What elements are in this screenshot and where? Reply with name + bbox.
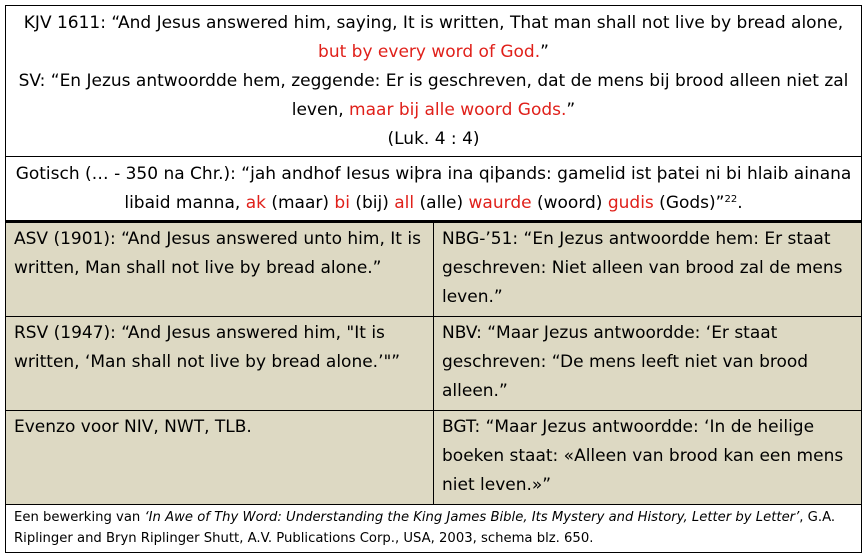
nbv-cell: NBV: “Maar Jezus antwoordde: ‘Er staat geschreven: “De mens leeft niet van brood alleen.” (434, 317, 862, 411)
nbg-cell: NBG-’51: “En Jezus antwoordde hem: Er staat geschreven: Niet alleen van brood zal de mens leven.” (434, 222, 862, 317)
gothic-word-waurde: waurde (468, 193, 532, 213)
bgt-cell: BGT: “Maar Jezus antwoordde: ‘In de heilige boeken staat: «Alleen van brood kan een mens niet leven.»” (434, 411, 862, 505)
gothic-word-all: all (394, 193, 415, 213)
kjv-close: ” (540, 42, 549, 62)
kjv-highlight: but by every word of God. (318, 42, 541, 62)
source-prefix: Een bewerking van (14, 510, 145, 525)
sv-quote (14, 67, 853, 125)
kjv-sv-cell (6, 6, 862, 157)
gothic-gloss: (alle) (414, 193, 469, 213)
source-title: ‘In Awe of Thy Word: Understanding the King James Bible, Its Mystery and History, Letter by Letter’ (144, 510, 800, 525)
table-row (6, 222, 862, 317)
gothic-word-gudis: gudis (607, 193, 654, 213)
source-note (6, 505, 862, 553)
table-row (6, 411, 862, 505)
gothic-gloss: (maar) (265, 193, 335, 213)
gothic-word-ak: ak (245, 193, 266, 213)
gothic-gloss: (bij) (349, 193, 395, 213)
footnote-marker: 22 (724, 194, 738, 205)
sv-text: SV: “En Jezus antwoordde hem, zeggende: Er is geschreven, dat de mens bij brood alleen niet zal leven, (18, 71, 849, 120)
kjv-sv-row (6, 6, 862, 157)
sv-close: ” (566, 100, 576, 120)
kjv-text: KJV 1611: “And Jesus answered him, saying, It is written, That man shall not live by bread alone, (23, 13, 844, 33)
source-suffix: , G.A. Riplinger and Bryn Riplinger Shutt, A.V. Publications Corp., USA, 2003, schema blz. 650. (14, 510, 836, 546)
asv-cell: ASV (1901): “And Jesus answered unto him, It is written, Man shall not live by bread alone.” (6, 222, 434, 317)
gothic-cell (6, 157, 862, 222)
gothic-row (6, 157, 862, 222)
footer-row (6, 505, 862, 553)
comparison-table (5, 5, 862, 553)
gothic-gloss: (woord) (531, 193, 608, 213)
sv-highlight: maar bij alle woord Gods. (349, 100, 567, 120)
gothic-end: . (737, 193, 743, 213)
gothic-text: Gotisch (… - 350 na Chr.): “jah andhof Iesus wiþra ina qiþands: gamelid ist þatei ni bi hlaib ainana libaid manna, (15, 164, 852, 213)
reference: (Luk. 4 : 4) (387, 129, 480, 149)
kjv-quote (14, 9, 853, 67)
gothic-word-bi: bi (334, 193, 350, 213)
rsv-cell: RSV (1947): “And Jesus answered him, "It is written, ‘Man shall not live by bread alone.’"” (6, 317, 434, 411)
evenzo-cell: Evenzo voor NIV, NWT, TLB. (6, 411, 434, 505)
table-row (6, 317, 862, 411)
gothic-gloss: (Gods)” (653, 193, 725, 213)
